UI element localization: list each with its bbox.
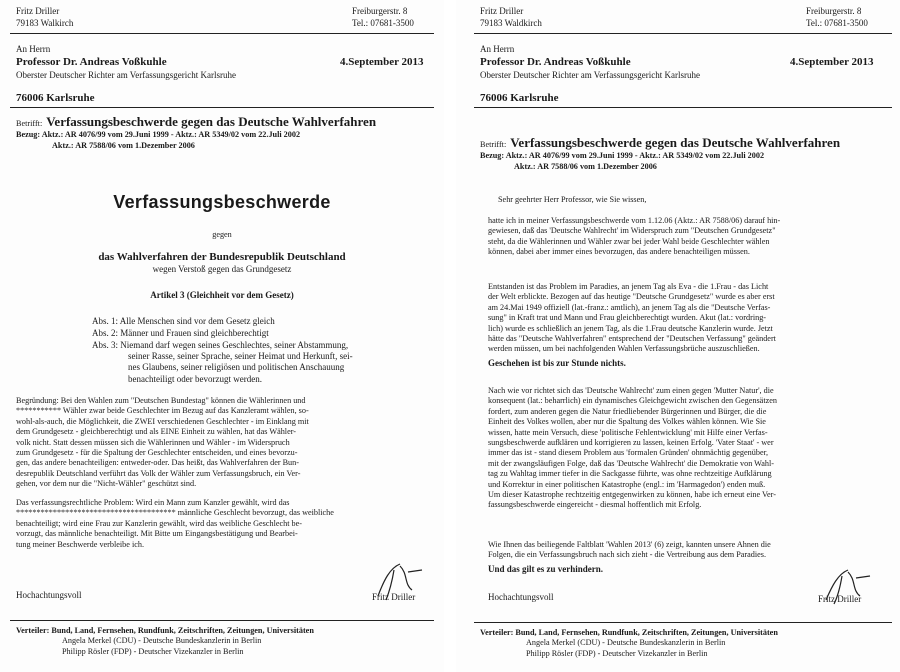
begruendung-line: desrepublik Deutschland verführt das Volk der Wähler zum Verfassungsbruch, ein Ver-	[16, 468, 301, 478]
greeting: Sehr geehrter Herr Professor, wie Sie wissen,	[498, 195, 647, 204]
begruendung-line: volk nicht. Statt dessen müssen sich die Wählerinnen und Wähler - im Widerspruch	[16, 437, 290, 447]
reference-line-2: Aktz.: AR 7588/06 vom 1.Dezember 2006	[52, 141, 195, 150]
header-rule	[474, 33, 892, 34]
footer-rule	[10, 620, 434, 621]
paragraph-line: Nach wie vor richtet sich das 'Deutsche Wahlrecht' zum einen gegen 'Mutter Natur', die	[488, 386, 774, 395]
letter-date: 4.September 2013	[340, 56, 424, 68]
reference-line-1: Bezug: Aktz.: AR 4076/99 vom 29.Juni 1999 - Aktz.: AR 5349/02 vom 22.Juli 2002	[16, 130, 301, 139]
abs-1: Abs. 1: Alle Menschen sind vor dem Gesetz gleich	[92, 316, 275, 326]
abs-3-line: benachteiligt oder bevorzugt werden.	[128, 373, 262, 384]
recipient-city: 76006 Karlsruhe	[16, 92, 95, 104]
problem-line: vorzugt, das männliche benachteiligt. Mit Bitte um Eingangsbestätigung und Bearbei-	[16, 529, 298, 539]
verhindern-line: Und das gilt es zu verhindern.	[488, 564, 604, 574]
paragraph-line: hätte das "Deutsche Wahlverfahren" entsprechend der "Deutschen Verfassung" geändert	[488, 334, 776, 344]
verteiler-line: Angela Merkel (CDU) - Deutsche Bundeskanzlerin in Berlin	[62, 636, 262, 646]
recipient-role: Oberster Deutscher Richter am Verfassungsgericht Karlsruhe	[480, 70, 701, 80]
paragraph-line: können, dabei aber immer eines bevorzugen, das andere benachteiligen müssen.	[488, 247, 750, 257]
wegen-line: wegen Verstoß gegen das Grundgesetz	[152, 264, 292, 274]
document-title: Verfassungsbeschwerde	[113, 192, 331, 212]
paragraph-line: lich) wurde es schließlich an jenem Tag, als die 1.Frau deutsche Kanzlerin wurde. Jetzt	[488, 323, 773, 333]
paragraph-line: immer das ist - stand diesem Problem aus 'formalen Gründen' ohnmächtig gegenüber,	[488, 448, 769, 458]
paragraph-2	[488, 282, 776, 355]
begruendung-line: dem Grundgesetz - gleichberechtigt und als EINE Einheit zu wählen, hat das Wähler-	[16, 427, 297, 437]
paragraph-line: Wie Ihnen das beiliegende Faltblatt 'Wahlen 2013' (6) zeigt, kannten unsere Ahnen die	[488, 540, 771, 549]
sender-name: Fritz Driller	[16, 6, 60, 16]
recipient-city: 76006 Karlsruhe	[480, 92, 559, 104]
abs-3-line: seiner Rasse, seiner Sprache, seiner Heimat und Herkunft, sei-	[128, 351, 353, 362]
paragraph-3	[488, 386, 777, 511]
address-rule	[10, 107, 434, 108]
paragraph-line: konsequent (lat.: beharrlich) ein dynamisches Gleichgewicht zwischen den Gegensätzen	[488, 396, 777, 406]
stunde-line: Geschehen ist bis zur Stunde nichts.	[488, 358, 626, 368]
sender-city: 79183 Waldkirch	[480, 18, 542, 28]
closing: Hochachtungsvoll	[16, 590, 82, 600]
paragraph-line: am 24.Mai 1949 offiziell (lat.-franz.: amtlich), an jenem Tag als die "Deutsche Verfas-	[488, 302, 771, 312]
header-rule	[10, 33, 434, 34]
signature-name: Fritz Driller	[372, 592, 416, 602]
sender-name: Fritz Driller	[480, 6, 524, 16]
problem-line: benachteiligt; wird eine Frau zur Kanzlerin gewählt, wird das weibliche Geschlecht be-	[16, 518, 302, 528]
subject-text: Verfassungsbeschwerde gegen das Deutsche Wahlverfahren	[510, 135, 841, 150]
paragraph-line: fordert, zum anderen gegen die Natur friedliebender Bürgerinnen und Bürger, die die	[488, 406, 767, 416]
letter-page-right	[456, 0, 900, 672]
begruendung-line: *********** Wähler zwar beide Geschlechter im Bezug auf das Kanzleramt wählen, so-	[16, 406, 309, 416]
subject-line	[16, 113, 376, 131]
paragraph-line: hatte ich in meiner Verfassungsbeschwerde vom 1.12.06 (Aktz.: AR 7588/06) darauf hin-	[488, 216, 781, 225]
paragraph-line: Entstanden ist das Problem im Paradies, an jenem Tag als Eva - die 1.Frau - das Licht	[488, 282, 769, 291]
recipient-name: Professor Dr. Andreas Voßkuhle	[16, 56, 167, 68]
problem-line: tung meiner Beschwerde verbleibe ich.	[16, 539, 144, 549]
paragraph-line: sung" in Kraft trat und Mann und Frau gleichberechtigt wurden. Akut (lat.: vordring-	[488, 313, 767, 323]
paragraph-line: steht, da die Wählerinnen und Wähler zwar bei jeder Wahl beide Geschlechter wählen	[488, 236, 770, 246]
paragraph-line: Um dieser Katastrophe rechtzeitig entgegenwirken zu können, habe ich erneut eine Ver-	[488, 490, 776, 500]
recipient-salutation: An Herrn	[16, 44, 51, 54]
paragraph-line: wissen, hatte mein Versuch, diese 'politische Fehlentwicklung' mit Hilfe einer Verfas-	[488, 427, 768, 437]
verteiler-line: Philipp Rösler (FDP) - Deutscher Vizekanzler in Berlin	[62, 646, 244, 656]
abs-3-line: Abs. 3: Niemand darf wegen seines Geschlechtes, seiner Abstammung,	[92, 340, 349, 350]
paragraph-line: mit der zwangsläufigen Folge, daß das 'Deutsche Wahlrecht' die Demokratie von Wahl-	[488, 458, 774, 468]
recipient-name: Professor Dr. Andreas Voßkuhle	[480, 56, 631, 68]
abs-3-line: nes Glaubens, seiner religiösen und politischen Anschauung	[128, 362, 345, 373]
recipient-salutation: An Herrn	[480, 44, 515, 54]
address-rule	[474, 107, 892, 108]
gegen-label: gegen	[212, 230, 232, 239]
paragraph-line: fassungsbeschwerde eingereicht - diesmal hoffentlich mit Erfolg.	[488, 500, 702, 510]
letter-page-left	[0, 0, 444, 672]
begruendung-line: zum Grundgesetz - für die Spaltung der Geschlechter entscheiden, und eines bevorzu-	[16, 448, 298, 458]
footer-rule	[474, 622, 892, 623]
paragraph-1	[488, 216, 780, 258]
article-heading: Artikel 3 (Gleichheit vor dem Gesetz)	[150, 290, 294, 300]
begruendung-line: wohl-als-auch, die Möglichkeit, die ZWEI verschiedenen Geschlechter - im Einklang mit	[16, 416, 309, 426]
paragraph-4	[488, 540, 771, 561]
begruendung-line: gehen, vor dem nur die "Nicht-Wähler" geschützt sind.	[16, 479, 197, 489]
begruendung-paragraph	[16, 396, 309, 490]
subject-text: Verfassungsbeschwerde gegen das Deutsche Wahlverfahren	[46, 114, 377, 129]
paragraph-line: Einheit des Volkes wollen, aber nur die Spaltung des Volkes wählen können. Wie Sie	[488, 417, 766, 427]
document-subtitle: das Wahlverfahren der Bundesrepublik Deutschland	[98, 251, 346, 263]
reference-line-1: Bezug: Aktz.: AR 4076/99 vom 29.Juni 1999 - Aktz.: AR 5349/02 vom 22.Juli 2002	[480, 151, 765, 160]
verteiler	[480, 628, 778, 659]
letter-date: 4.September 2013	[790, 56, 874, 68]
sender-city: 79183 Walkirch	[16, 18, 74, 28]
verteiler	[16, 626, 314, 657]
paragraph-line: und Korrektur in einer politischen Katastrophe (engl.: im 'Harmagedon') enden muß.	[488, 479, 766, 489]
problem-line: *************************************** männliche Geschlecht bevorzugt, das weibliche	[16, 508, 334, 518]
abs-2: Abs. 2: Männer und Frauen sind gleichberechtigt	[92, 328, 269, 338]
subject-prefix: Betrifft:	[480, 140, 507, 149]
begruendung-line: gen, das andere benachteiligen: entweder-oder. Das heißt, das Wahlverfahren der Bun-	[16, 458, 299, 468]
sender-tel: Tel.: 07681-3500	[806, 18, 868, 28]
verteiler-line: Philipp Rösler (FDP) - Deutscher Vizekanzler in Berlin	[526, 648, 708, 658]
verteiler-line: Angela Merkel (CDU) - Deutsche Bundeskanzlerin in Berlin	[526, 638, 726, 648]
paragraph-line: der Welt erblickte. Bezogen auf das heutige "Deutsche Grundgesetz" wurde es aber erst	[488, 292, 775, 302]
paragraph-line: gewiesen, daß das 'Deutsche Wahlrecht' im Widerspruch zum "Deutschen Grundgesetz"	[488, 226, 776, 236]
verteiler-line: Verteiler: Bund, Land, Fernsehen, Rundfunk, Zeitschriften, Zeitungen, Universitäten	[16, 626, 314, 635]
recipient-role: Oberster Deutscher Richter am Verfassungsgericht Karlsruhe	[16, 70, 237, 80]
page-gap	[444, 0, 456, 672]
paragraph-line: Folgen, die ein Verfassungsbruch nach sich zieht - die Vertreibung aus dem Paradies.	[488, 550, 766, 560]
paragraph-line: tag zu Wahltag immer tiefer in die Sackgasse führte, was ohne rechtzeitige Aufklärung	[488, 469, 772, 479]
sender-street: Freiburgerstr. 8	[806, 6, 862, 16]
abs-3	[92, 340, 353, 385]
subject-prefix: Betrifft:	[16, 119, 43, 128]
subject-line	[480, 134, 840, 152]
paragraph-line: werden müssen, um bei nachfolgenden Wahlen Verfassungsbrüche auszuschließen.	[488, 344, 760, 354]
closing: Hochachtungsvoll	[488, 592, 554, 602]
problem-paragraph	[16, 498, 334, 550]
verteiler-line: Verteiler: Bund, Land, Fernsehen, Rundfunk, Zeitschriften, Zeitungen, Universitäten	[480, 628, 778, 637]
reference-line-2: Aktz.: AR 7588/06 vom 1.Dezember 2006	[514, 162, 657, 171]
sender-tel: Tel.: 07681-3500	[352, 18, 414, 28]
signature-name: Fritz Driller	[818, 594, 862, 604]
paragraph-line: sungsbeschwerde aufklären und korrigieren zu lassen, keinen Erfolg. 'Vater Staat' - wer	[488, 438, 774, 448]
problem-line: Das verfassungsrechtliche Problem: Wird ein Mann zum Kanzler gewählt, wird das	[16, 498, 290, 507]
begruendung-line: Begründung: Bei den Wahlen zum "Deutschen Bundestag" können die Wählerinnen und	[16, 396, 306, 405]
sender-street: Freiburgerstr. 8	[352, 6, 408, 16]
